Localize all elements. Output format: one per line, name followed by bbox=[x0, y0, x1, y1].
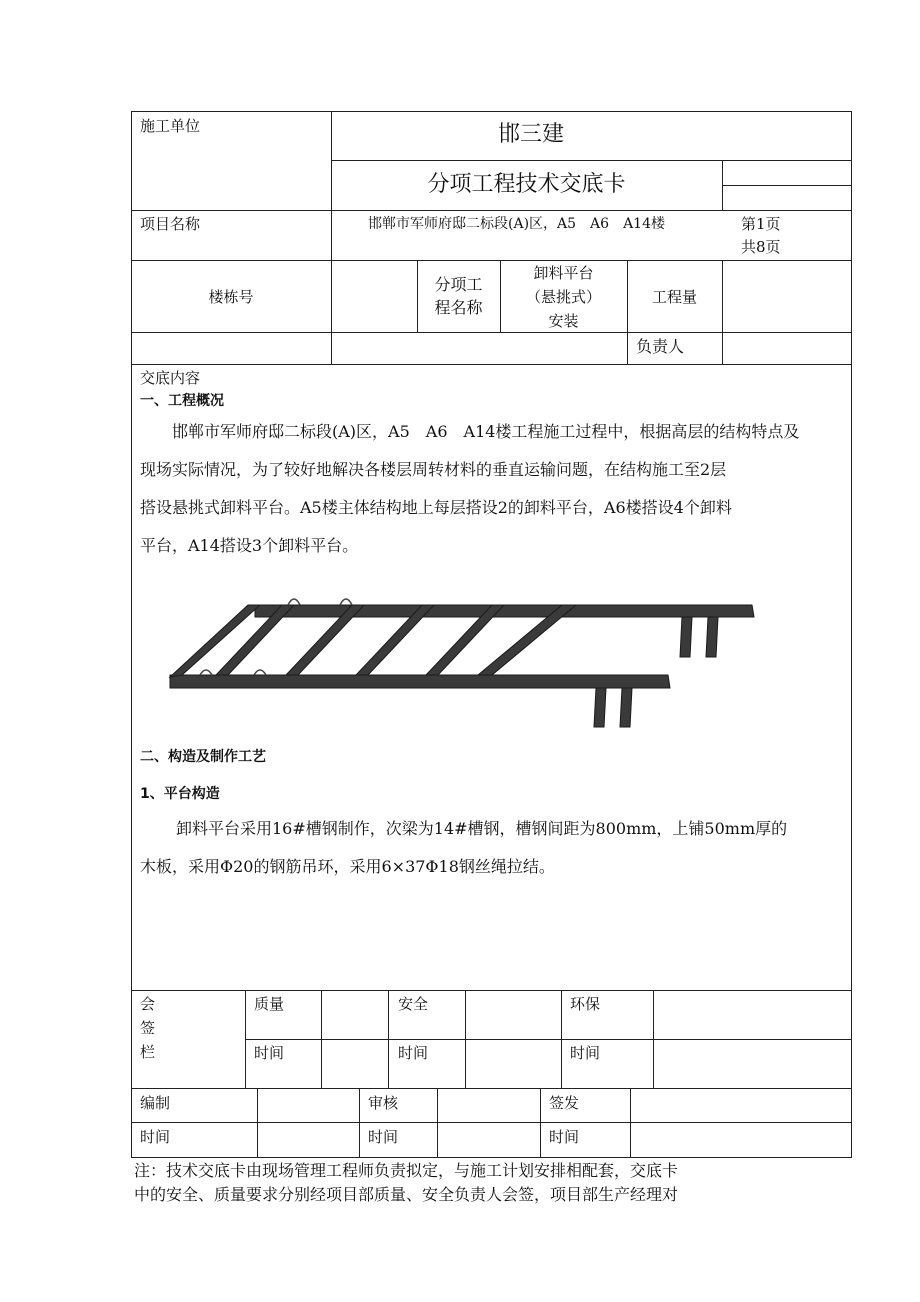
platform-frame bbox=[170, 605, 754, 727]
review-time-label: 时间 bbox=[368, 1128, 399, 1146]
safety-time-label: 时间 bbox=[398, 1044, 429, 1062]
ring-4 bbox=[254, 670, 266, 675]
subitem-label-line2: 程名称 bbox=[434, 298, 483, 317]
ring-2 bbox=[340, 599, 352, 605]
company-name: 邯三建 bbox=[497, 122, 564, 147]
subitem-value-line1: 卸料平台 bbox=[533, 264, 594, 282]
content-heading: 交底内容 bbox=[140, 369, 201, 387]
project-name: 邯郸市军师府邸二标段(A)区，A5 A6 A14楼 bbox=[368, 216, 665, 232]
section1-line-2: 现场实际情况，为了较好地解决各楼层周转材料的垂直运输问题，在结构施工至2层 bbox=[140, 460, 727, 479]
front-leg-2 bbox=[620, 688, 632, 727]
back-leg-2 bbox=[706, 617, 718, 657]
unit-label: 施工单位 bbox=[140, 117, 201, 135]
section2-title: 二、构造及制作工艺 bbox=[140, 749, 266, 765]
end-beam bbox=[170, 605, 260, 677]
platform-diagram bbox=[160, 585, 770, 735]
building-label: 楼栋号 bbox=[208, 288, 254, 306]
safety-label: 安全 bbox=[398, 995, 429, 1013]
subitem-value-line3: 安装 bbox=[548, 312, 579, 330]
section1-line-4: 平台，A14搭设3个卸料平台。 bbox=[140, 536, 359, 555]
subitem-label-line1: 分项工 bbox=[434, 275, 483, 294]
page-current: 第1页 bbox=[741, 215, 781, 233]
footnote-line-1: 注：技术交底卡由现场管理工程师负责拟定，与施工计划安排相配套，交底卡 bbox=[134, 1161, 679, 1180]
quantity-label: 工程量 bbox=[651, 288, 697, 306]
quality-time-label: 时间 bbox=[254, 1044, 285, 1062]
sub1-line-2: 木板，采用Φ20的钢筋吊环，采用6×37Φ18钢丝绳拉结。 bbox=[140, 857, 555, 876]
ring-3 bbox=[200, 670, 212, 675]
section1-line-3: 搭设悬挑式卸料平台。A5楼主体结构地上每层搭设2的卸料平台，A6楼搭设4个卸料 bbox=[140, 498, 732, 517]
issue-time-label: 时间 bbox=[549, 1128, 580, 1146]
front-leg-1 bbox=[594, 688, 606, 727]
env-label: 环保 bbox=[570, 995, 601, 1013]
subitem-value-line2: （悬挑式） bbox=[525, 288, 601, 306]
signoff-label-char-2: 签 bbox=[140, 1019, 156, 1037]
back-main-beam bbox=[255, 605, 754, 617]
page-total: 共8页 bbox=[741, 238, 781, 256]
project-label: 项目名称 bbox=[140, 215, 201, 233]
issue-label: 签发 bbox=[549, 1094, 580, 1112]
section1-title: 一、工程概况 bbox=[140, 393, 224, 409]
quality-label: 质量 bbox=[254, 995, 285, 1013]
compile-time-label: 时间 bbox=[140, 1128, 171, 1146]
review-label: 审核 bbox=[368, 1094, 399, 1112]
sub1-title: 1、平台构造 bbox=[140, 786, 220, 802]
signoff-label-char-1: 会 bbox=[140, 995, 156, 1013]
card-title: 分项工程技术交底卡 bbox=[427, 172, 626, 197]
sub1-line-1: 卸料平台采用16#槽钢制作，次梁为14#槽钢，槽钢间距为800mm，上铺50mm厚的 bbox=[176, 819, 788, 838]
ring-1 bbox=[288, 599, 300, 605]
section1-line-1: 邯郸市军师府邸二标段(A)区，A5 A6 A14楼工程施工过程中，根据高层的结构特点及 bbox=[172, 422, 800, 441]
compile-label: 编制 bbox=[140, 1094, 171, 1112]
back-leg-1 bbox=[680, 617, 692, 657]
signoff-label-char-3: 栏 bbox=[140, 1043, 156, 1061]
front-main-beam bbox=[170, 675, 670, 688]
env-time-label: 时间 bbox=[570, 1044, 601, 1062]
footnote-line-2: 中的安全、质量要求分别经项目部质量、安全负责人会签，项目部生产经理对 bbox=[134, 1185, 679, 1204]
responsible-label: 负责人 bbox=[636, 337, 685, 356]
